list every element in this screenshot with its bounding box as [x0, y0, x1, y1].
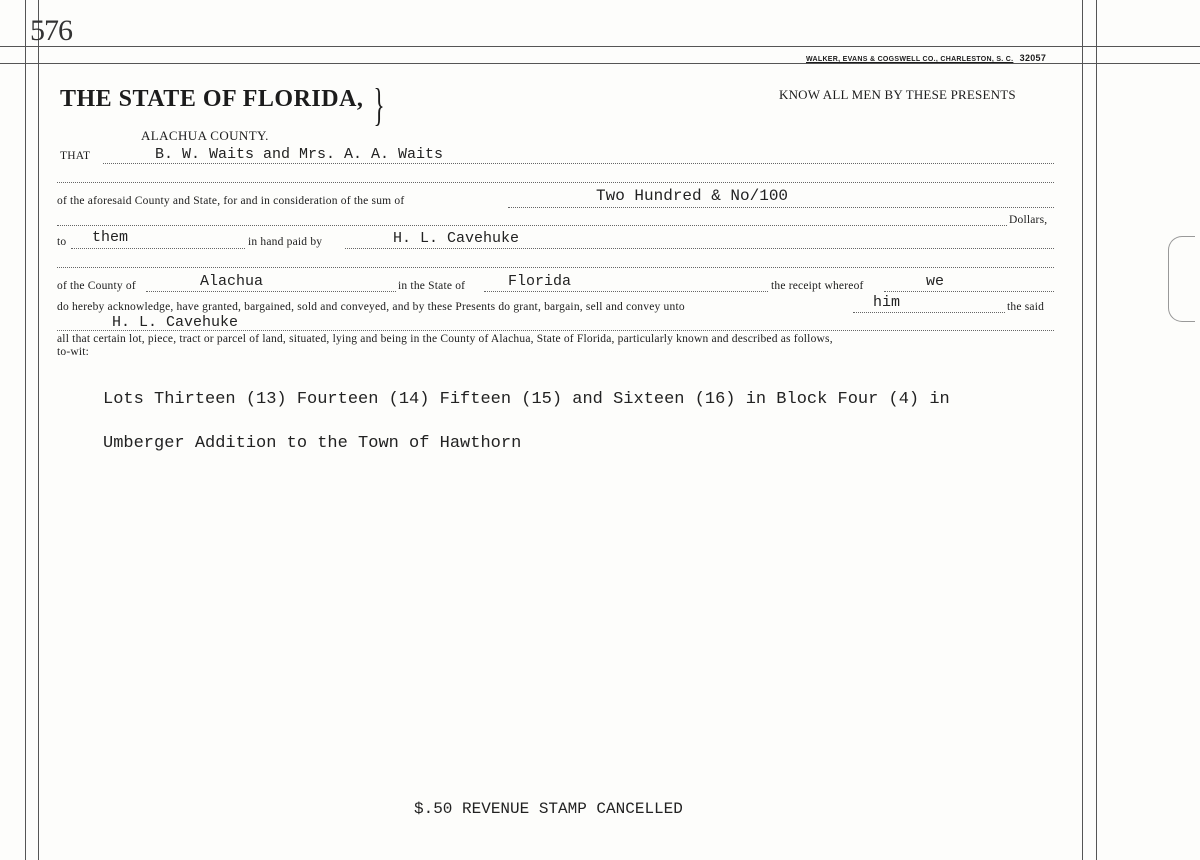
state-dots: [484, 291, 768, 292]
left-margin-line-2: [38, 0, 39, 860]
state-field: Florida: [508, 273, 572, 290]
brace-mark: }: [373, 79, 385, 130]
land-description-line-1: Lots Thirteen (13) Fourteen (14) Fifteen (15) and Sixteen (16) in Block Four (4) in: [103, 390, 950, 409]
printer-name: WALKER, EVANS & COGSWELL CO., CHARLESTON, S. C.: [806, 56, 1014, 63]
binder-ring-icon: [1168, 236, 1195, 322]
paid-by-dots: [345, 248, 1054, 249]
grantors-field: B. W. Waits and Mrs. A. A. Waits: [155, 146, 444, 163]
grantee-dots: [57, 330, 1054, 331]
top-rule-2: [0, 63, 1200, 64]
to-dots: [71, 248, 245, 249]
dollars-dots: [57, 225, 1007, 226]
receipt-label: the receipt whereof: [771, 280, 864, 292]
to-field: them: [92, 229, 129, 246]
the-said-label: the said: [1007, 301, 1045, 313]
to-label: to: [57, 236, 67, 248]
sum-field: Two Hundred & No/100: [596, 187, 789, 205]
left-margin-line: [25, 0, 26, 860]
printer-line: [806, 53, 1046, 63]
page-number: 576: [30, 14, 72, 47]
revenue-stamp-note: $.50 REVENUE STAMP CANCELLED: [414, 800, 683, 818]
top-rule: [0, 46, 1200, 47]
county-dots: [146, 291, 396, 292]
to-wit-label: to-wit:: [57, 346, 90, 358]
state-of-label: in the State of: [398, 280, 466, 292]
know-all-heading: KNOW ALL MEN BY THESE PRESENTS: [779, 87, 1016, 102]
unto-field: him: [873, 294, 901, 311]
blank-line-1: [57, 182, 1054, 183]
grantee-field: H. L. Cavehuke: [112, 314, 239, 331]
unto-dots: [853, 312, 1005, 313]
document-title: THE STATE OF FLORIDA,: [60, 86, 364, 112]
county-heading: ALACHUA COUNTY.: [141, 128, 269, 143]
that-label: THAT: [60, 150, 91, 162]
that-dots: [103, 163, 1054, 164]
all-that-text: all that certain lot, piece, tract or parcel of land, situated, lying and being in the County of Alachua, State of Florida, particularly known and described as follows,: [57, 333, 833, 345]
sum-dots: [508, 207, 1054, 208]
right-margin-line: [1082, 0, 1083, 860]
dollars-label: Dollars,: [1009, 214, 1048, 226]
receipt-field: we: [926, 273, 945, 290]
consideration-label: of the aforesaid County and State, for and in consideration of the sum of: [57, 195, 405, 207]
blank-line-2: [57, 267, 1054, 268]
paid-by-field: H. L. Cavehuke: [393, 230, 520, 247]
acknowledge-text: do hereby acknowledge, have granted, bargained, sold and conveyed, and by these Presents do grant, bargain, sell and convey unto: [57, 301, 685, 313]
right-margin-line-2: [1096, 0, 1097, 860]
paid-by-label: in hand paid by: [248, 236, 323, 248]
county-of-label: of the County of: [57, 280, 136, 292]
form-number: 32057: [1019, 53, 1047, 63]
land-description-line-2: Umberger Addition to the Town of Hawthorn: [103, 434, 522, 453]
receipt-dots: [884, 291, 1054, 292]
county-field: Alachua: [200, 273, 264, 290]
